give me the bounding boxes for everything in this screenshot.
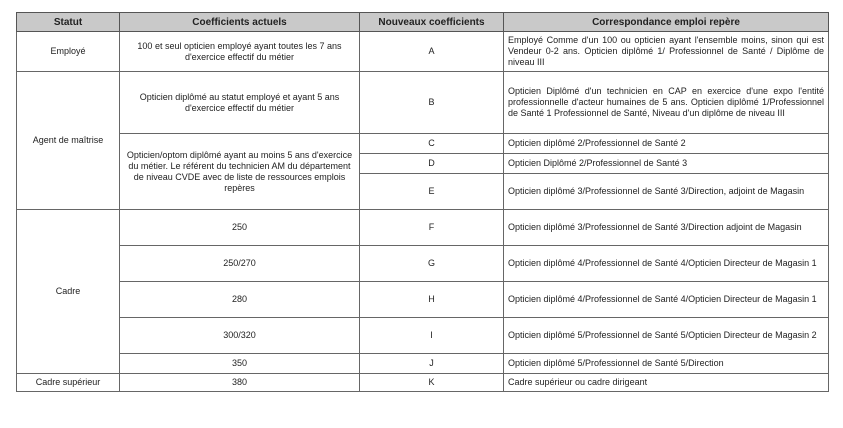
cell-nouveau-coefficient: B — [360, 72, 504, 134]
cell-nouveau-coefficient: H — [360, 282, 504, 318]
cell-nouveau-coefficient: F — [360, 210, 504, 246]
cell-nouveau-coefficient: A — [360, 32, 504, 72]
cell-correspondance: Opticien diplômé 5/Professionnel de Santé 5/Opticien Directeur de Magasin 2 — [504, 318, 829, 354]
cell-correspondance: Opticien diplômé 3/Professionnel de Santé 3/Direction adjoint de Magasin — [504, 210, 829, 246]
table-container — [16, 12, 829, 392]
cell-correspondance: Opticien diplômé 4/Professionnel de Santé 4/Opticien Directeur de Magasin 1 — [504, 282, 829, 318]
cell-correspondance: Opticien diplômé 3/Professionnel de Santé 3/Direction, adjoint de Magasin — [504, 174, 829, 210]
cell-coefficient: 280 — [120, 282, 360, 318]
cell-nouveau-coefficient: C — [360, 134, 504, 154]
cell-statut: Cadre — [17, 210, 120, 374]
cell-coefficient: 250 — [120, 210, 360, 246]
cell-statut: Cadre supérieur — [17, 374, 120, 392]
cell-statut: Employé — [17, 32, 120, 72]
cell-correspondance: Opticien Diplômé d'un technicien en CAP en exercice d'une expo l'entité professionnelle d'acteur humaines de 5 ans. Opticien diplômé 1/Professionnel de Santé 1 Professionnel de Santé, Niveau d'un diplôme de niveau III — [504, 72, 829, 134]
cell-statut: Agent de maîtrise — [17, 72, 120, 210]
cell-nouveau-coefficient: E — [360, 174, 504, 210]
cell-correspondance: Employé Comme d'un 100 ou opticien ayant l'ensemble moins, sinon qui est Vendeur 0-2 ans. Opticien diplômé 1/ Professionnel de Santé / Diplôme de niveau III — [504, 32, 829, 72]
cell-coefficient: 300/320 — [120, 318, 360, 354]
header-statut: Statut — [17, 13, 120, 32]
cell-coefficient: 350 — [120, 354, 360, 374]
cell-correspondance: Opticien Diplômé 2/Professionnel de Santé 3 — [504, 154, 829, 174]
cell-nouveau-coefficient: D — [360, 154, 504, 174]
header-coefficients-actuels: Coefficients actuels — [120, 13, 360, 32]
table-row — [17, 210, 829, 246]
cell-nouveau-coefficient: K — [360, 374, 504, 392]
cell-correspondance: Opticien diplômé 5/Professionnel de Santé 5/Direction — [504, 354, 829, 374]
header-correspondance-emploi-repere: Correspondance emploi repère — [504, 13, 829, 32]
table-row — [17, 354, 829, 374]
cell-correspondance: Opticien diplômé 4/Professionnel de Santé 4/Opticien Directeur de Magasin 1 — [504, 246, 829, 282]
cell-coefficient: Opticien/optom diplômé ayant au moins 5 ans d'exercice du métier. Le référent du technicien AM du département de niveau CVDE avec de liste de ressources emplois repères — [120, 134, 360, 210]
cell-correspondance: Opticien diplômé 2/Professionnel de Santé 2 — [504, 134, 829, 154]
cell-nouveau-coefficient: G — [360, 246, 504, 282]
table-row — [17, 282, 829, 318]
cell-coefficient: 100 et seul opticien employé ayant toutes les 7 ans d'exercice effectif du métier — [120, 32, 360, 72]
cell-coefficient: 250/270 — [120, 246, 360, 282]
header-nouveaux-coefficients: Nouveaux coefficients — [360, 13, 504, 32]
cell-nouveau-coefficient: J — [360, 354, 504, 374]
table-row — [17, 374, 829, 392]
table-row — [17, 318, 829, 354]
cell-nouveau-coefficient: I — [360, 318, 504, 354]
table-row — [17, 32, 829, 72]
cell-coefficient: 380 — [120, 374, 360, 392]
table-row — [17, 134, 829, 154]
cell-coefficient: Opticien diplômé au statut employé et ayant 5 ans d'exercice effectif du métier — [120, 72, 360, 134]
coefficient-conversion-table — [16, 12, 829, 392]
cell-correspondance: Cadre supérieur ou cadre dirigeant — [504, 374, 829, 392]
table-row — [17, 72, 829, 134]
header-row — [17, 13, 829, 32]
table-row — [17, 246, 829, 282]
